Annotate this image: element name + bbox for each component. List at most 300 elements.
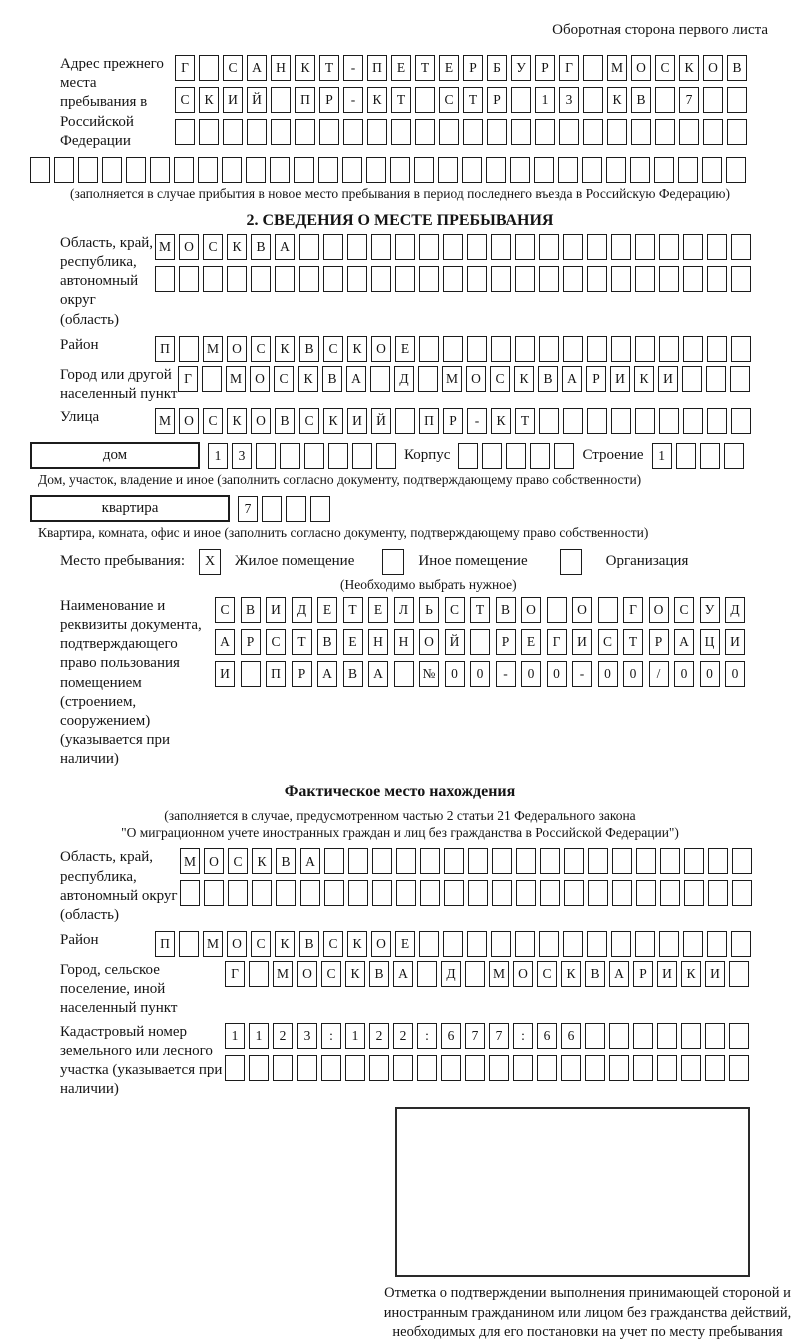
char-box[interactable]: С [215, 597, 235, 623]
char-box[interactable] [732, 848, 752, 874]
char-box[interactable] [537, 1055, 557, 1081]
char-box[interactable] [418, 366, 438, 392]
char-box[interactable]: К [227, 234, 247, 260]
char-box[interactable]: Л [394, 597, 414, 623]
char-box[interactable]: В [276, 848, 296, 874]
char-box[interactable]: И [266, 597, 286, 623]
char-box[interactable] [540, 880, 560, 906]
char-box[interactable] [732, 880, 752, 906]
char-box[interactable]: Й [371, 408, 391, 434]
char-box[interactable] [286, 496, 306, 522]
char-box[interactable] [611, 266, 631, 292]
char-box[interactable] [324, 848, 344, 874]
char-box[interactable] [227, 266, 247, 292]
char-box[interactable]: О [227, 336, 247, 362]
char-box[interactable]: П [419, 408, 439, 434]
stay-type-checkbox-residential[interactable]: X [199, 549, 221, 575]
char-box[interactable]: - [467, 408, 487, 434]
char-box[interactable]: И [347, 408, 367, 434]
char-box[interactable] [660, 880, 680, 906]
char-box[interactable] [587, 931, 607, 957]
char-box[interactable]: : [321, 1023, 341, 1049]
char-box[interactable]: И [705, 961, 725, 987]
char-box[interactable]: С [323, 336, 343, 362]
char-box[interactable]: А [300, 848, 320, 874]
char-box[interactable] [611, 234, 631, 260]
char-box[interactable] [199, 119, 219, 145]
char-box[interactable]: О [419, 629, 439, 655]
char-box[interactable] [482, 443, 502, 469]
char-box[interactable] [376, 443, 396, 469]
char-box[interactable] [630, 157, 650, 183]
char-box[interactable] [328, 443, 348, 469]
char-box[interactable]: К [345, 961, 365, 987]
char-box[interactable]: - [572, 661, 592, 687]
char-box[interactable] [655, 87, 675, 113]
char-box[interactable] [563, 931, 583, 957]
char-box[interactable]: Д [394, 366, 414, 392]
char-box[interactable]: Д [725, 597, 745, 623]
char-box[interactable] [588, 848, 608, 874]
char-box[interactable] [443, 931, 463, 957]
char-box[interactable]: 7 [238, 496, 258, 522]
char-box[interactable]: Р [649, 629, 669, 655]
char-box[interactable] [657, 1055, 677, 1081]
char-box[interactable] [342, 157, 362, 183]
char-box[interactable]: М [273, 961, 293, 987]
char-box[interactable]: Д [292, 597, 312, 623]
char-box[interactable]: 0 [547, 661, 567, 687]
char-box[interactable]: Р [319, 87, 339, 113]
char-box[interactable]: 0 [623, 661, 643, 687]
char-box[interactable]: П [155, 336, 175, 362]
char-box[interactable]: К [275, 336, 295, 362]
char-box[interactable]: У [700, 597, 720, 623]
char-box[interactable]: Т [343, 597, 363, 623]
char-box[interactable] [492, 880, 512, 906]
char-box[interactable]: И [657, 961, 677, 987]
char-box[interactable] [609, 1055, 629, 1081]
char-box[interactable] [352, 443, 372, 469]
char-box[interactable]: И [610, 366, 630, 392]
char-box[interactable]: К [561, 961, 581, 987]
char-box[interactable]: - [343, 55, 363, 81]
char-box[interactable] [654, 157, 674, 183]
char-box[interactable] [294, 157, 314, 183]
char-box[interactable] [417, 1055, 437, 1081]
char-box[interactable] [547, 597, 567, 623]
char-box[interactable] [489, 1055, 509, 1081]
char-box[interactable] [419, 234, 439, 260]
char-box[interactable] [582, 157, 602, 183]
char-box[interactable] [174, 157, 194, 183]
char-box[interactable]: Ц [700, 629, 720, 655]
char-box[interactable]: Р [586, 366, 606, 392]
char-box[interactable]: Т [470, 597, 490, 623]
char-box[interactable] [295, 119, 315, 145]
char-box[interactable] [513, 1055, 533, 1081]
char-box[interactable] [318, 157, 338, 183]
char-box[interactable] [462, 157, 482, 183]
char-box[interactable] [491, 234, 511, 260]
char-box[interactable] [223, 119, 243, 145]
char-box[interactable] [463, 119, 483, 145]
char-box[interactable] [635, 234, 655, 260]
char-box[interactable]: С [228, 848, 248, 874]
char-box[interactable]: С [266, 629, 286, 655]
char-box[interactable]: Е [395, 336, 415, 362]
char-box[interactable]: А [346, 366, 366, 392]
char-box[interactable] [419, 931, 439, 957]
char-box[interactable]: 7 [679, 87, 699, 113]
char-box[interactable]: И [223, 87, 243, 113]
char-box[interactable]: Е [368, 597, 388, 623]
char-box[interactable] [420, 848, 440, 874]
char-box[interactable] [415, 119, 435, 145]
char-box[interactable] [54, 157, 74, 183]
char-box[interactable]: 1 [225, 1023, 245, 1049]
char-box[interactable] [180, 880, 200, 906]
char-box[interactable]: А [562, 366, 582, 392]
char-box[interactable]: О [251, 408, 271, 434]
char-box[interactable]: С [537, 961, 557, 987]
char-box[interactable] [249, 961, 269, 987]
char-box[interactable]: П [266, 661, 286, 687]
char-box[interactable]: М [203, 931, 223, 957]
char-box[interactable] [150, 157, 170, 183]
char-box[interactable]: О [572, 597, 592, 623]
char-box[interactable]: 7 [465, 1023, 485, 1049]
char-box[interactable]: Е [317, 597, 337, 623]
char-box[interactable] [415, 87, 435, 113]
char-box[interactable] [299, 234, 319, 260]
char-box[interactable] [372, 848, 392, 874]
char-box[interactable]: Р [443, 408, 463, 434]
char-box[interactable]: К [323, 408, 343, 434]
char-box[interactable] [394, 661, 414, 687]
char-box[interactable] [684, 880, 704, 906]
char-box[interactable]: Р [241, 629, 261, 655]
char-box[interactable]: Т [391, 87, 411, 113]
stay-type-checkbox-organization[interactable] [560, 549, 582, 575]
char-box[interactable] [467, 336, 487, 362]
char-box[interactable] [515, 266, 535, 292]
char-box[interactable] [247, 119, 267, 145]
char-box[interactable] [467, 234, 487, 260]
char-box[interactable] [563, 266, 583, 292]
char-box[interactable] [563, 336, 583, 362]
char-box[interactable] [539, 931, 559, 957]
char-box[interactable] [609, 1023, 629, 1049]
char-box[interactable]: 2 [369, 1023, 389, 1049]
char-box[interactable] [515, 931, 535, 957]
char-box[interactable] [731, 266, 751, 292]
char-box[interactable]: Т [292, 629, 312, 655]
char-box[interactable]: О [631, 55, 651, 81]
char-box[interactable] [727, 87, 747, 113]
char-box[interactable] [241, 661, 261, 687]
char-box[interactable] [703, 87, 723, 113]
char-box[interactable] [271, 119, 291, 145]
char-box[interactable] [681, 1023, 701, 1049]
char-box[interactable]: Г [225, 961, 245, 987]
char-box[interactable] [633, 1023, 653, 1049]
stay-type-checkbox-other[interactable] [382, 549, 404, 575]
char-box[interactable] [535, 119, 555, 145]
char-box[interactable]: Г [175, 55, 195, 81]
char-box[interactable] [222, 157, 242, 183]
char-box[interactable] [587, 336, 607, 362]
char-box[interactable]: 7 [489, 1023, 509, 1049]
char-box[interactable]: С [251, 336, 271, 362]
char-box[interactable] [465, 1055, 485, 1081]
char-box[interactable]: Е [521, 629, 541, 655]
char-box[interactable] [372, 880, 392, 906]
char-box[interactable] [369, 1055, 389, 1081]
char-box[interactable] [708, 880, 728, 906]
char-box[interactable] [511, 119, 531, 145]
char-box[interactable]: Е [391, 55, 411, 81]
char-box[interactable] [534, 157, 554, 183]
char-box[interactable] [729, 1023, 749, 1049]
char-box[interactable] [612, 880, 632, 906]
char-box[interactable] [304, 443, 324, 469]
char-box[interactable] [367, 119, 387, 145]
char-box[interactable]: К [347, 336, 367, 362]
char-box[interactable] [708, 848, 728, 874]
char-box[interactable] [465, 961, 485, 987]
char-box[interactable] [249, 1055, 269, 1081]
char-box[interactable]: В [299, 931, 319, 957]
char-box[interactable]: Р [535, 55, 555, 81]
char-box[interactable]: К [679, 55, 699, 81]
char-box[interactable] [366, 157, 386, 183]
char-box[interactable]: И [572, 629, 592, 655]
char-box[interactable] [270, 157, 290, 183]
char-box[interactable]: В [317, 629, 337, 655]
char-box[interactable] [598, 597, 618, 623]
char-box[interactable] [587, 408, 607, 434]
char-box[interactable]: С [251, 931, 271, 957]
char-box[interactable]: С [674, 597, 694, 623]
char-box[interactable] [659, 234, 679, 260]
char-box[interactable] [702, 157, 722, 183]
char-box[interactable] [700, 443, 720, 469]
char-box[interactable]: О [649, 597, 669, 623]
char-box[interactable]: 6 [561, 1023, 581, 1049]
char-box[interactable] [155, 266, 175, 292]
char-box[interactable]: К [681, 961, 701, 987]
char-box[interactable] [321, 1055, 341, 1081]
char-box[interactable]: В [631, 87, 651, 113]
char-box[interactable] [203, 266, 223, 292]
char-box[interactable] [611, 408, 631, 434]
char-box[interactable]: Р [463, 55, 483, 81]
char-box[interactable]: И [215, 661, 235, 687]
char-box[interactable] [30, 157, 50, 183]
char-box[interactable] [683, 408, 703, 434]
char-box[interactable]: Й [445, 629, 465, 655]
char-box[interactable]: К [227, 408, 247, 434]
char-box[interactable] [515, 234, 535, 260]
char-box[interactable] [635, 931, 655, 957]
char-box[interactable] [684, 848, 704, 874]
char-box[interactable] [102, 157, 122, 183]
char-box[interactable] [583, 119, 603, 145]
char-box[interactable] [730, 366, 750, 392]
char-box[interactable] [419, 336, 439, 362]
char-box[interactable] [660, 848, 680, 874]
char-box[interactable]: В [241, 597, 261, 623]
char-box[interactable]: К [367, 87, 387, 113]
char-box[interactable] [635, 266, 655, 292]
char-box[interactable] [414, 157, 434, 183]
char-box[interactable]: К [252, 848, 272, 874]
char-box[interactable]: О [179, 408, 199, 434]
char-box[interactable] [438, 157, 458, 183]
char-box[interactable] [347, 266, 367, 292]
char-box[interactable]: В [275, 408, 295, 434]
char-box[interactable] [262, 496, 282, 522]
char-box[interactable]: М [442, 366, 462, 392]
char-box[interactable] [343, 119, 363, 145]
char-box[interactable]: О [204, 848, 224, 874]
char-box[interactable] [371, 234, 391, 260]
char-box[interactable]: А [215, 629, 235, 655]
char-box[interactable] [417, 961, 437, 987]
char-box[interactable]: С [299, 408, 319, 434]
char-box[interactable]: М [489, 961, 509, 987]
char-box[interactable] [729, 1055, 749, 1081]
char-box[interactable]: П [367, 55, 387, 81]
char-box[interactable]: 6 [537, 1023, 557, 1049]
char-box[interactable]: М [155, 234, 175, 260]
char-box[interactable] [78, 157, 98, 183]
char-box[interactable]: А [393, 961, 413, 987]
char-box[interactable]: Г [547, 629, 567, 655]
char-box[interactable] [395, 266, 415, 292]
char-box[interactable] [635, 336, 655, 362]
char-box[interactable] [310, 496, 330, 522]
char-box[interactable]: 0 [598, 661, 618, 687]
char-box[interactable] [611, 931, 631, 957]
char-box[interactable] [731, 234, 751, 260]
char-box[interactable] [458, 443, 478, 469]
char-box[interactable] [300, 880, 320, 906]
char-box[interactable] [299, 266, 319, 292]
char-box[interactable] [657, 1023, 677, 1049]
char-box[interactable] [370, 366, 390, 392]
char-box[interactable]: - [343, 87, 363, 113]
char-box[interactable]: С [203, 234, 223, 260]
char-box[interactable]: О [703, 55, 723, 81]
char-box[interactable] [659, 408, 679, 434]
char-box[interactable]: 2 [273, 1023, 293, 1049]
char-box[interactable] [395, 408, 415, 434]
char-box[interactable] [727, 119, 747, 145]
char-box[interactable]: Е [343, 629, 363, 655]
char-box[interactable]: Е [439, 55, 459, 81]
char-box[interactable]: - [496, 661, 516, 687]
char-box[interactable] [583, 55, 603, 81]
char-box[interactable]: К [634, 366, 654, 392]
char-box[interactable]: А [368, 661, 388, 687]
char-box[interactable]: О [466, 366, 486, 392]
char-box[interactable]: Р [292, 661, 312, 687]
char-box[interactable] [681, 1055, 701, 1081]
char-box[interactable]: О [371, 336, 391, 362]
char-box[interactable] [391, 119, 411, 145]
char-box[interactable] [612, 848, 632, 874]
char-box[interactable] [443, 266, 463, 292]
char-box[interactable]: В [322, 366, 342, 392]
char-box[interactable] [606, 157, 626, 183]
char-box[interactable] [516, 880, 536, 906]
char-box[interactable] [323, 266, 343, 292]
char-box[interactable] [563, 408, 583, 434]
char-box[interactable]: В [496, 597, 516, 623]
char-box[interactable]: М [155, 408, 175, 434]
char-box[interactable] [636, 880, 656, 906]
char-box[interactable]: М [203, 336, 223, 362]
char-box[interactable] [486, 157, 506, 183]
char-box[interactable] [678, 157, 698, 183]
char-box[interactable] [659, 266, 679, 292]
char-box[interactable] [273, 1055, 293, 1081]
char-box[interactable]: В [299, 336, 319, 362]
char-box[interactable]: Т [319, 55, 339, 81]
char-box[interactable]: Е [395, 931, 415, 957]
char-box[interactable]: А [609, 961, 629, 987]
char-box[interactable]: В [369, 961, 389, 987]
char-box[interactable] [468, 880, 488, 906]
char-box[interactable] [731, 336, 751, 362]
char-box[interactable] [559, 119, 579, 145]
char-box[interactable]: К [347, 931, 367, 957]
char-box[interactable]: 1 [652, 443, 672, 469]
char-box[interactable]: 1 [249, 1023, 269, 1049]
char-box[interactable] [199, 55, 219, 81]
char-box[interactable]: С [445, 597, 465, 623]
char-box[interactable]: А [275, 234, 295, 260]
char-box[interactable] [393, 1055, 413, 1081]
char-box[interactable] [491, 931, 511, 957]
char-box[interactable] [588, 880, 608, 906]
char-box[interactable]: О [250, 366, 270, 392]
char-box[interactable] [683, 234, 703, 260]
char-box[interactable]: И [725, 629, 745, 655]
char-box[interactable]: А [674, 629, 694, 655]
char-box[interactable]: В [585, 961, 605, 987]
char-box[interactable] [297, 1055, 317, 1081]
char-box[interactable] [554, 443, 574, 469]
char-box[interactable] [506, 443, 526, 469]
char-box[interactable] [683, 931, 703, 957]
char-box[interactable] [324, 880, 344, 906]
char-box[interactable]: К [514, 366, 534, 392]
char-box[interactable] [228, 880, 248, 906]
char-box[interactable] [444, 848, 464, 874]
char-box[interactable] [396, 880, 416, 906]
char-box[interactable]: 1 [208, 443, 228, 469]
char-box[interactable] [561, 1055, 581, 1081]
char-box[interactable] [530, 443, 550, 469]
char-box[interactable] [348, 880, 368, 906]
char-box[interactable] [275, 266, 295, 292]
char-box[interactable] [246, 157, 266, 183]
char-box[interactable] [539, 408, 559, 434]
char-box[interactable] [516, 848, 536, 874]
